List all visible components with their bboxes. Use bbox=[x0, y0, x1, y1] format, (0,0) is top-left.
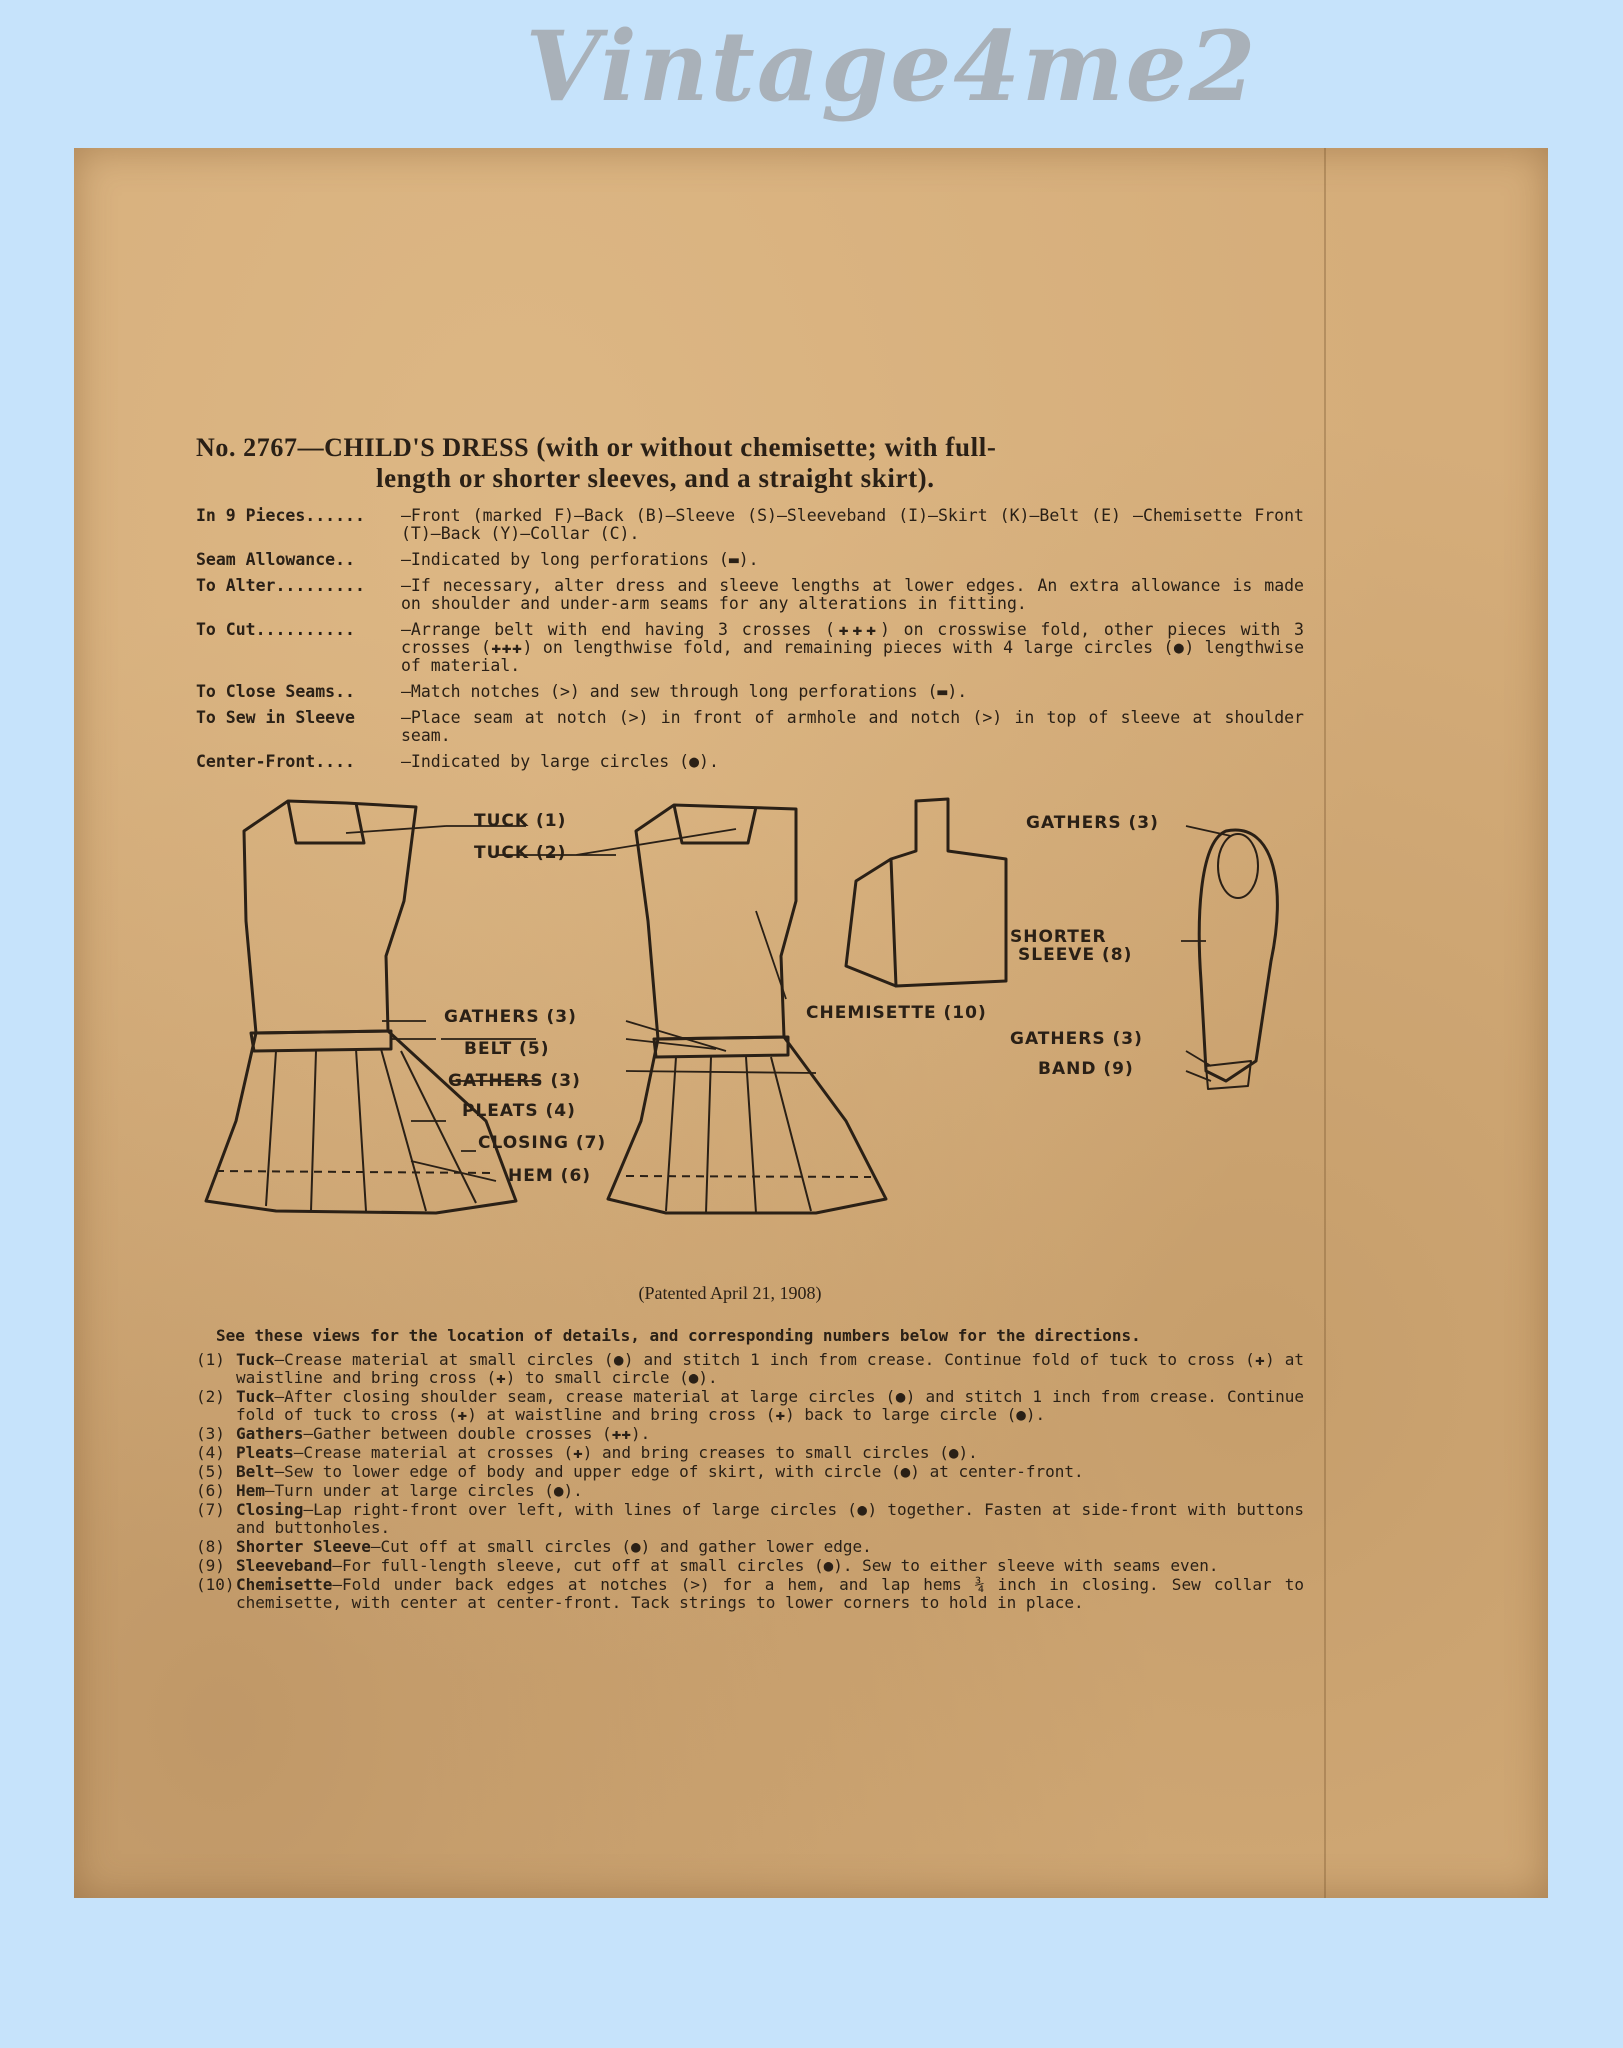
spec-label: Center-Front.... bbox=[196, 752, 355, 771]
dress-diagram bbox=[196, 781, 1304, 1281]
direction-item: (7) Closing—Lap right-front over left, with lines of large circles (●) together. Fasten at side-front with buttons and buttonholes. bbox=[196, 1500, 1304, 1537]
spec-row bbox=[196, 507, 1304, 543]
chemisette-piece bbox=[891, 799, 1006, 986]
direction-item: (6) Hem—Turn under at large circles (●). bbox=[196, 1481, 583, 1500]
front-view-bodice bbox=[636, 805, 796, 1039]
title-line2: length or shorter sleeves, and a straight skirt). bbox=[376, 463, 935, 493]
label-shorter: SHORTER bbox=[1010, 927, 1107, 947]
label-tuck-1: TUCK (1) bbox=[474, 811, 567, 831]
direction-item: (2) Tuck—After closing shoulder seam, crease material at large circles (●) and stitch 1 inch from crease. Continue fold of tuck to cross (✚) at waistline and bring cross (✚) back to large circle (●). bbox=[196, 1387, 1304, 1424]
spec-label: To Sew in Sleeve bbox=[196, 708, 355, 727]
label-belt-5: BELT (5) bbox=[464, 1039, 550, 1059]
patent-note: (Patented April 21, 1908) bbox=[638, 1283, 822, 1303]
watermark-logo: Vintage4me2 bbox=[525, 10, 1258, 123]
spec-row bbox=[196, 551, 1304, 569]
pattern-title bbox=[196, 432, 1304, 493]
spec-row bbox=[196, 577, 1304, 613]
direction-item: (8) Shorter Sleeve—Cut off at small circles (●) and gather lower edge. bbox=[196, 1537, 872, 1556]
label-gathers-3c: GATHERS (3) bbox=[1026, 813, 1159, 833]
label-hem-6: HEM (6) bbox=[508, 1166, 592, 1186]
back-view-neckline bbox=[288, 801, 364, 843]
label-pleats-4: PLEATS (4) bbox=[462, 1101, 576, 1121]
spec-label: To Close Seams.. bbox=[196, 682, 355, 701]
chemisette-sleeve bbox=[846, 859, 896, 986]
instruction-sheet bbox=[196, 432, 1304, 1613]
pattern-number: No. 2767—CHILD'S DRESS bbox=[196, 433, 530, 462]
label-chemisette-10: CHEMISETTE (10) bbox=[806, 1003, 987, 1023]
spec-row bbox=[196, 753, 1304, 771]
see-views-note: See these views for the location of details, and corresponding numbers below for the directions. bbox=[216, 1326, 1141, 1345]
back-view-bodice bbox=[244, 801, 416, 1033]
spec-text: —Match notches (>) and sew through long perforations (▬). bbox=[401, 682, 968, 701]
direction-item: (3) Gathers—Gather between double crosses (✚✚). bbox=[196, 1424, 651, 1443]
directions-list bbox=[196, 1351, 1304, 1612]
spec-label: Seam Allowance.. bbox=[196, 550, 355, 569]
direction-item: (1) Tuck—Crease material at small circles (●) and stitch 1 inch from crease. Continue fold of tuck to cross (✚) at waistline and bring cross (✚) to small circle (●). bbox=[196, 1350, 1304, 1387]
back-view-belt bbox=[251, 1031, 391, 1051]
direction-item: (9) Sleeveband—For full-length sleeve, cut off at small circles (●). Sew to either sleeve with seams even. bbox=[196, 1556, 1219, 1575]
label-band-9: BAND (9) bbox=[1038, 1059, 1134, 1079]
spec-text: —Indicated by large circles (●). bbox=[401, 752, 719, 771]
spec-list bbox=[196, 507, 1304, 771]
spec-text: —If necessary, alter dress and sleeve lengths at lower edges. An extra allowance is made on shoulder and under-arm seams for any alterations in fitting. bbox=[401, 576, 1304, 613]
spec-row bbox=[196, 683, 1304, 701]
full-length-sleeve bbox=[1199, 830, 1277, 1081]
spec-text: —Arrange belt with end having 3 crosses (✚✚✚) on crosswise fold, other pieces with 3 crosses (✚✚✚) on lengthwise fold, and remaining pieces with 4 large circles (●) lengthwise of material. bbox=[401, 620, 1304, 675]
label-tuck-2: TUCK (2) bbox=[474, 843, 567, 863]
spec-text: —Place seam at notch (>) in front of armhole and notch (>) in top of sleeve at shoulder seam. bbox=[401, 708, 1304, 745]
spec-row bbox=[196, 709, 1304, 745]
spec-label: To Cut.......... bbox=[196, 620, 355, 639]
spec-text: —Front (marked F)—Back (B)—Sleeve (S)—Sleeveband (I)—Skirt (K)—Belt (E) —Chemisette Front (T)—Back (Y)—Collar (C). bbox=[401, 506, 1304, 543]
label-gathers-3b: GATHERS (3) bbox=[448, 1071, 581, 1091]
title-line1-rest: (with or without chemisette; with full- bbox=[536, 432, 997, 462]
spec-row bbox=[196, 621, 1304, 675]
direction-item: (10) Chemisette—Fold under back edges at notches (>) for a hem, and lap hems ¾ inch in closing. Sew collar to chemisette, with center at center-front. Tack strings to lower corners to hold in place. bbox=[196, 1575, 1304, 1612]
direction-item: (4) Pleats—Crease material at crosses (✚) and bring creases to small circles (●). bbox=[196, 1443, 978, 1462]
label-sleeve-8: SLEEVE (8) bbox=[1018, 945, 1133, 965]
label-closing-7: CLOSING (7) bbox=[478, 1133, 607, 1153]
direction-item: (5) Belt—Sew to lower edge of body and upper edge of skirt, with circle (●) at center-front. bbox=[196, 1462, 1084, 1481]
label-gathers-3d: GATHERS (3) bbox=[1010, 1029, 1143, 1049]
spec-label: In 9 Pieces...... bbox=[196, 506, 365, 525]
spec-text: —Indicated by long perforations (▬). bbox=[401, 550, 759, 569]
front-view-belt bbox=[654, 1037, 788, 1057]
spec-label: To Alter......... bbox=[196, 576, 365, 595]
envelope-flap-edge bbox=[1324, 148, 1326, 1898]
label-gathers-3a: GATHERS (3) bbox=[444, 1007, 577, 1027]
